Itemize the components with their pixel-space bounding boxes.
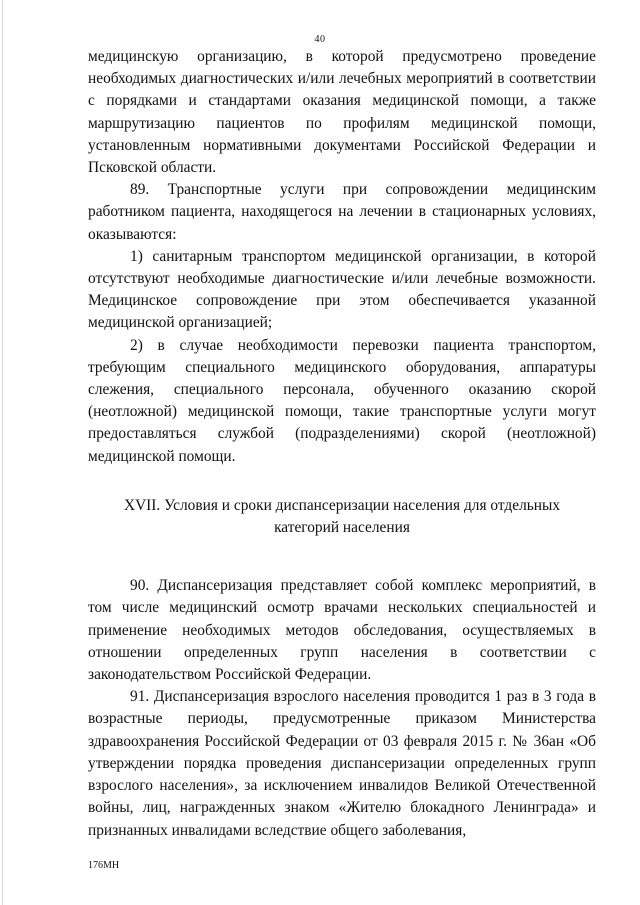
paragraph-89-item-1: 1) санитарным транспортом медицинской организации, в которой отсутствуют необходимые диагностические и/или лечебные возможности. Медицинское сопровождение при этом обеспечивается указанной медицинской организацией;: [88, 247, 596, 332]
section-heading: [88, 495, 596, 539]
section-heading-line-2: категорий населения: [274, 519, 410, 537]
page-number: 40: [314, 34, 326, 45]
paragraph-89: 89. Транспортные услуги при сопровождении медицинским работником пациента, находящегося на лечении в стационарных условиях, оказываются:: [88, 181, 596, 243]
scan-edge-line: [2, 0, 3, 905]
document-body: [88, 46, 596, 842]
paragraph-90: 90. Диспансеризация представляет собой комплекс мероприятий, в том числе медицинский осмотр врачами нескольких специальностей и применение необходимых методов обследования, осуществляемых в отношении определенных групп населения в соответствии с законодательством Российской Федерации.: [88, 577, 596, 684]
paragraph-91: 91. Диспансеризация взрослого населения проводится 1 раз в 3 года в возрастные периоды, предусмотренные приказом Министерства здравоохранения Российской Федерации от 03 февраля 2015 г. № 36ан «Об утверждении порядка проведения диспансеризации определенных групп взрослого населения», за исключением инвалидов Великой Отечественной войны, лиц, награжденных знаком «Жителю блокадного Ленинграда» и признанных инвалидами вследствие общего заболевания,: [88, 688, 596, 839]
document-footer-code: 176МН: [88, 860, 120, 871]
paragraph-89-item-2: 2) в случае необходимости перевозки пациента транспортом, требующим специального медицинского оборудования, аппаратуры слежения, специального персонала, обученного оказанию скорой (неотложной) медицинской помощи, такие транспортные услуги могут предоставляться службой (подразделениями) скорой (неотложной) медицинской помощи.: [88, 336, 596, 465]
section-heading-line-1: XVII. Условия и сроки диспансеризации населения для отдельных: [123, 496, 561, 514]
paragraph-continuation: медицинскую организацию, в которой предусмотрено проведение необходимых диагностических и/или лечебных мероприятий в соответствии с порядками и стандартами оказания медицинской помощи, а также маршрутизацию пациентов по профилям медицинской помощи, установленным нормативными документами Российской Федерации и Псковской области.: [88, 48, 596, 177]
